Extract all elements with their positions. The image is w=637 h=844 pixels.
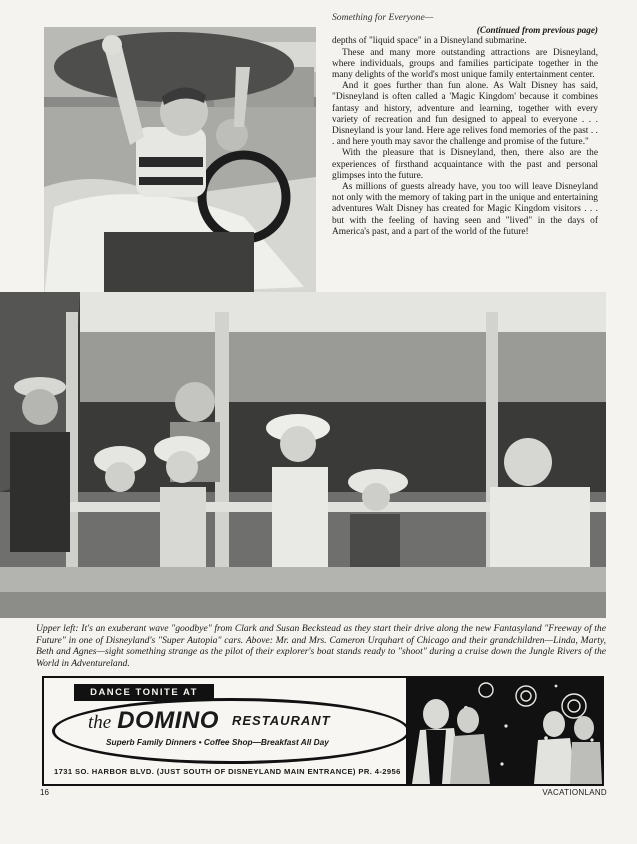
photo-caption: Upper left: It's an exuberant wave "goodbye" from Clark and Susan Beckstead as they start their drive along the new Fantasyland "Freeway of the Future" in one of Disneyland's "Super Autopia" cars. Above: Mr. and Mrs. Cameron Urquhart of Chicago and their grandchildren—Linda, Marty, Beth and Agnes—sight something strange as the pilot of their explorer's boat stands ready to "shoot" during a cruise down the Jungle Rivers of the World in Adventureland. [36, 623, 606, 669]
article-paragraph: These and many more outstanding attractions are Disneyland, where individuals, groups and families participate together in the many delights of the world's most unique family entertainment center. [332, 47, 598, 81]
restaurant-name [88, 707, 219, 735]
domino-restaurant-ad [42, 676, 604, 786]
article-paragraph: And it goes further than fun alone. As Walt Disney has said, "Disneyland is often called a 'Magic Kingdom' because it combines fantasy and history, adventure and learning, together with every variety of recreation and fun designed to appeal to everyone . . . Disneyland is your land. Here age relives fond memories of the past . . . and here youth may savor the challenge and promise of the future." [332, 81, 598, 148]
publication-name: VACATIONLAND [542, 788, 607, 797]
restaurant-name-main: DOMINO [117, 707, 219, 734]
photo-jungle-cruise-family [0, 292, 606, 618]
ad-services: Superb Family Dinners • Coffee Shop—Breakfast All Day [106, 737, 329, 747]
photo-autopia-wave [44, 27, 316, 299]
article-paragraph: With the pleasure that is Disneyland, then, there also are the experiences of firsthand acquaintance with the past and personal glimpses into the future. [332, 148, 598, 181]
article-paragraph: depths of "liquid space" in a Disneyland submarine. [332, 36, 527, 47]
continued-note: (Continued from previous page) [476, 25, 598, 36]
article-kicker: Something for Everyone— [332, 12, 434, 23]
page-number: 16 [40, 788, 49, 797]
ad-banner: DANCE TONITE AT [74, 684, 214, 701]
article-column [332, 12, 598, 238]
ad-text-panel [44, 678, 406, 784]
article-paragraph: As millions of guests already have, you too will leave Disneyland not only with the memory of taking part in the unique and entertaining adventures Walt Disney has created for Magic Kingdom visitors . . . but with the feeling of having seen and "lived" in the days of America's past, and a part of the world of the future! [332, 182, 598, 237]
ad-dancers-illustration [406, 678, 602, 784]
ad-address: 1731 SO. HARBOR BLVD. (JUST SOUTH OF DISNEYLAND MAIN ENTRANCE) PR. 4-2956 [54, 767, 401, 776]
restaurant-label: RESTAURANT [232, 713, 331, 728]
restaurant-name-prefix: the [88, 712, 112, 733]
